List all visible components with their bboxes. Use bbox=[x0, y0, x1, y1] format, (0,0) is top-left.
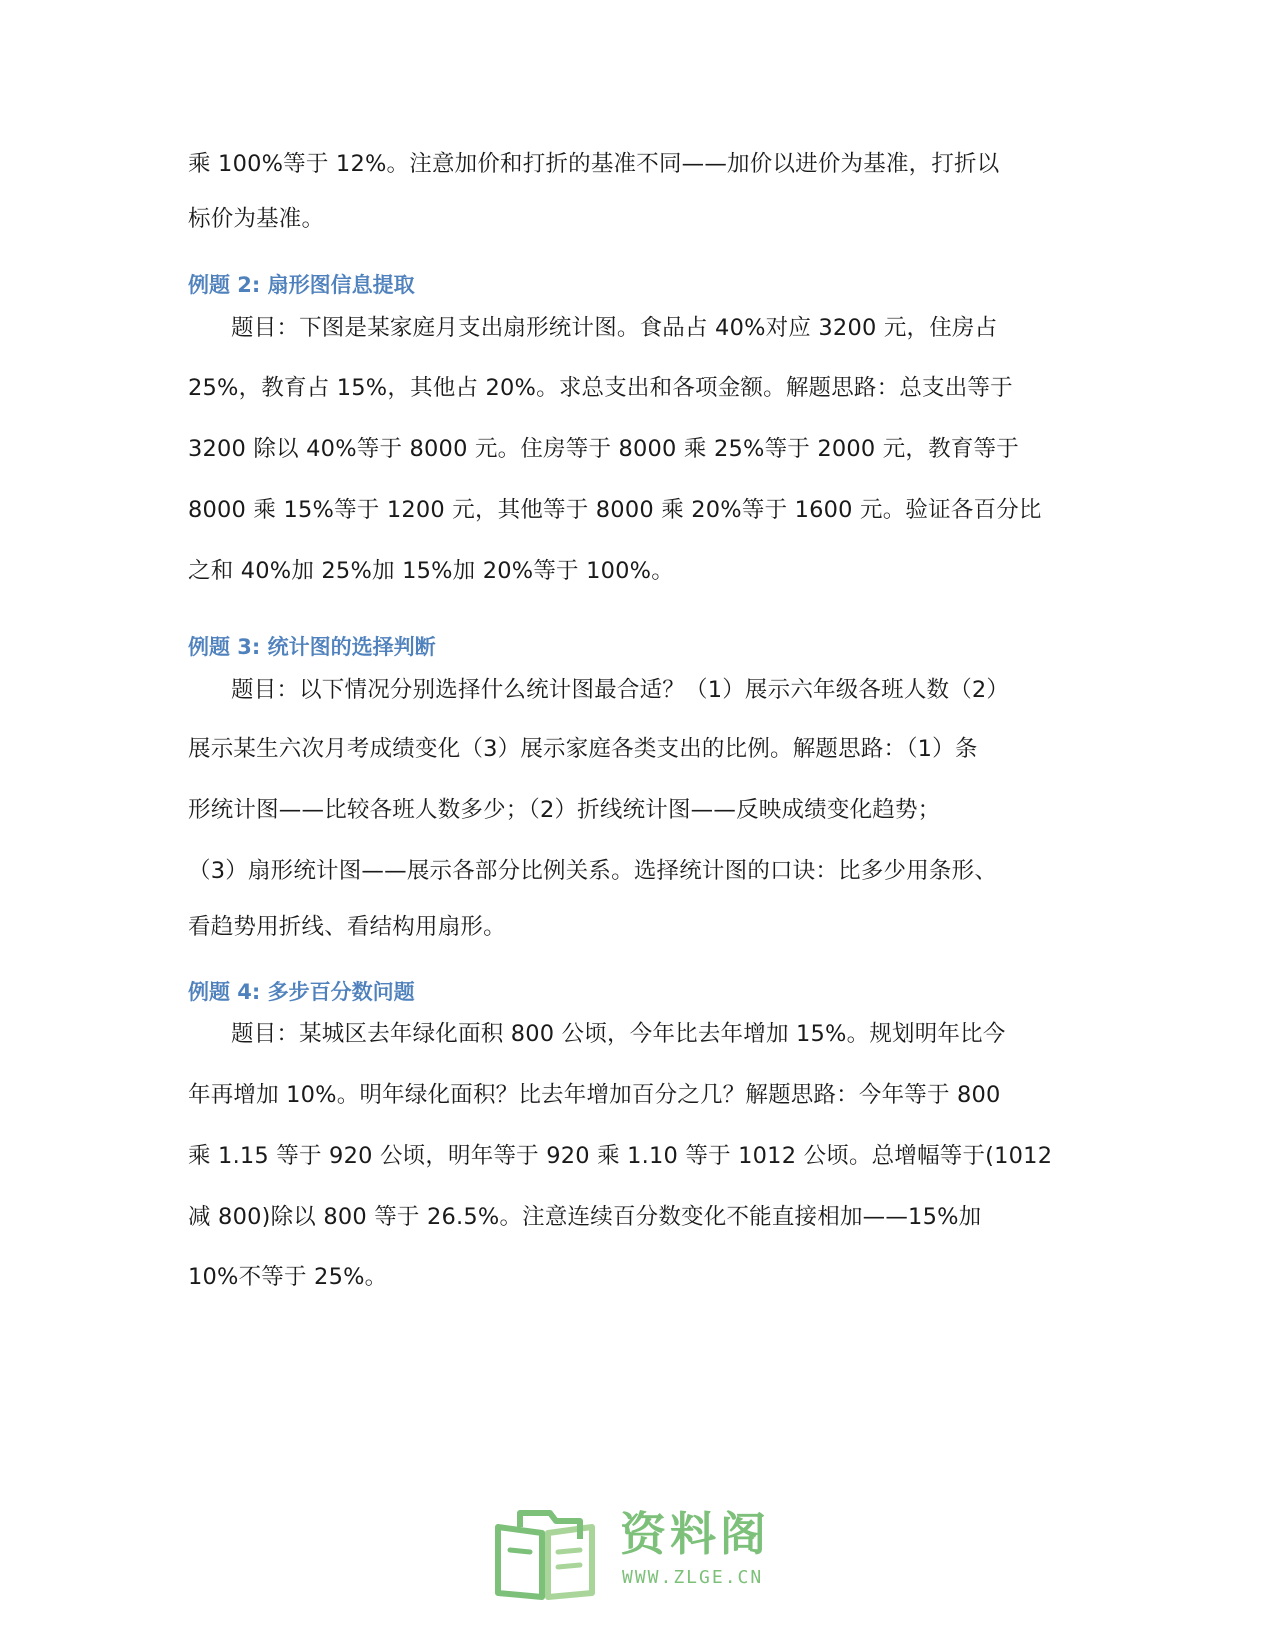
example2-line-3: 3200 除以 40%等于 8000 元。住房等于 8000 乘 25%等于 2000 元，教育等于 bbox=[188, 436, 1019, 462]
example4-line-5: 10%不等于 25%。 bbox=[188, 1264, 388, 1290]
example3-line-3: 形统计图——比较各班人数多少；（2）折线统计图——反映成绩变化趋势； bbox=[188, 797, 941, 823]
example4-line-2: 年再增加 10%。明年绿化面积？比去年增加百分之几？解题思路：今年等于 800 bbox=[188, 1082, 1001, 1108]
logo-title: 资料阁 bbox=[620, 1507, 770, 1561]
example4-line-4: 减 800)除以 800 等于 26.5%。注意连续百分数变化不能直接相加——15%加 bbox=[188, 1204, 982, 1230]
example4-line-1: 题目：某城区去年绿化面积 800 公顷，今年比去年增加 15%。规划明年比今 bbox=[231, 1021, 1006, 1047]
example3-line-2: 展示某生六次月考成绩变化（3）展示家庭各类支出的比例。解题思路：（1）条 bbox=[188, 736, 978, 762]
open-book-icon bbox=[490, 1505, 610, 1600]
logo-url: WWW.ZLGE.CN bbox=[622, 1567, 764, 1588]
site-logo bbox=[490, 1505, 790, 1600]
example4-heading: 例题 4: 多步百分数问题 bbox=[188, 980, 415, 1004]
example3-line-4: （3）扇形统计图——展示各部分比例关系。选择统计图的口诀：比多少用条形、 bbox=[188, 858, 998, 884]
example3-line-1: 题目：以下情况分别选择什么统计图最合适？（1）展示六年级各班人数（2） bbox=[231, 677, 1010, 703]
example4-line-3: 乘 1.15 等于 920 公顷，明年等于 920 乘 1.10 等于 1012 公顷。总增幅等于(1012 bbox=[188, 1143, 1053, 1169]
intro-line-2: 标价为基准。 bbox=[188, 206, 325, 232]
example2-line-2: 25%，教育占 15%，其他占 20%。求总支出和各项金额。解题思路：总支出等于 bbox=[188, 375, 1013, 401]
example2-line-1: 题目：下图是某家庭月支出扇形统计图。食品占 40%对应 3200 元，住房占 bbox=[231, 315, 998, 341]
example2-line-5: 之和 40%加 25%加 15%加 20%等于 100%。 bbox=[188, 558, 674, 584]
intro-line-1: 乘 100%等于 12%。注意加价和打折的基准不同——加价以进价为基准，打折以 bbox=[188, 151, 1000, 177]
example2-heading: 例题 2: 扇形图信息提取 bbox=[188, 273, 415, 297]
example3-heading: 例题 3: 统计图的选择判断 bbox=[188, 635, 436, 659]
example3-line-5: 看趋势用折线、看结构用扇形。 bbox=[188, 914, 506, 940]
example2-line-4: 8000 乘 15%等于 1200 元，其他等于 8000 乘 20%等于 1600 元。验证各百分比 bbox=[188, 497, 1042, 523]
